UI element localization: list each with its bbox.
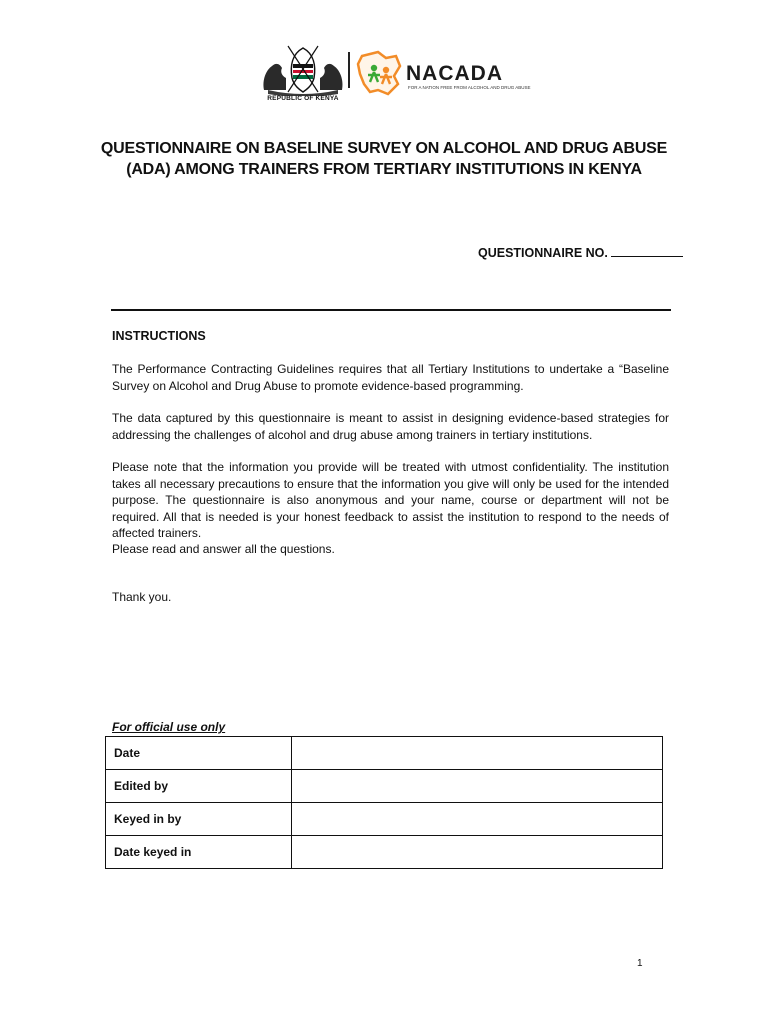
questionnaire-number (478, 246, 683, 260)
document-title (80, 138, 688, 180)
logo-divider (348, 52, 350, 88)
instructions-paragraph: Please read and answer all the questions. (112, 542, 335, 556)
nacada-wordmark: NACADA (406, 62, 503, 85)
thank-you-text: Thank you. (112, 590, 172, 604)
instructions-paragraph: Please note that the information you provide will be treated with utmost confidentiality. The institution takes all necessary precautions to ensure that the information you give will only be used for the intended purpose. The questionnaire is also anonymous and your name, course or department will not be required. All that is needed is your honest feedback to assist the institution to respond to the needs of affected trainers. (112, 460, 669, 540)
official-use-label: For official use only (112, 720, 226, 734)
kenya-coat-of-arms-logo (258, 44, 348, 96)
horizontal-rule (111, 309, 671, 311)
nacada-map-logo (356, 50, 404, 96)
row-label-keyed-in-by: Keyed in by (106, 803, 292, 836)
header-logos (258, 44, 531, 106)
edited-by-field[interactable] (292, 770, 663, 803)
row-label-date-keyed-in: Date keyed in (106, 836, 292, 869)
table-row (106, 770, 663, 803)
title-line-1: QUESTIONNAIRE ON BASELINE SURVEY ON ALCOHOL AND DRUG ABUSE (100, 140, 668, 157)
instructions-heading: INSTRUCTIONS (112, 329, 206, 343)
republic-of-kenya-label: REPUBLIC OF KENYA (267, 95, 339, 102)
instructions-paragraph: The Performance Contracting Guidelines requires that all Tertiary Institutions to undertake a “Baseline Survey on Alcohol and Drug Abuse to promote evidence-based programming. (112, 362, 669, 393)
row-label-date: Date (106, 737, 292, 770)
questionnaire-number-blank[interactable] (611, 246, 683, 257)
row-label-edited-by: Edited by (106, 770, 292, 803)
date-keyed-in-field[interactable] (292, 836, 663, 869)
nacada-tagline: FOR A NATION FREE FROM ALCOHOL AND DRUG ABUSE (408, 85, 531, 90)
date-field[interactable] (292, 737, 663, 770)
table-row (106, 803, 663, 836)
page-number: 1 (637, 958, 643, 969)
title-line-2: (ADA) AMONG TRAINERS FROM TERTIARY INSTITUTIONS IN KENYA (126, 161, 642, 178)
keyed-in-by-field[interactable] (292, 803, 663, 836)
questionnaire-number-label: QUESTIONNAIRE NO. (478, 246, 608, 260)
official-use-table (105, 736, 663, 869)
table-row (106, 836, 663, 869)
table-row (106, 737, 663, 770)
instructions-paragraph: The data captured by this questionnaire is meant to assist in designing evidence-based strategies for addressing the challenges of alcohol and drug abuse among trainers in tertiary institutions. (112, 411, 669, 442)
